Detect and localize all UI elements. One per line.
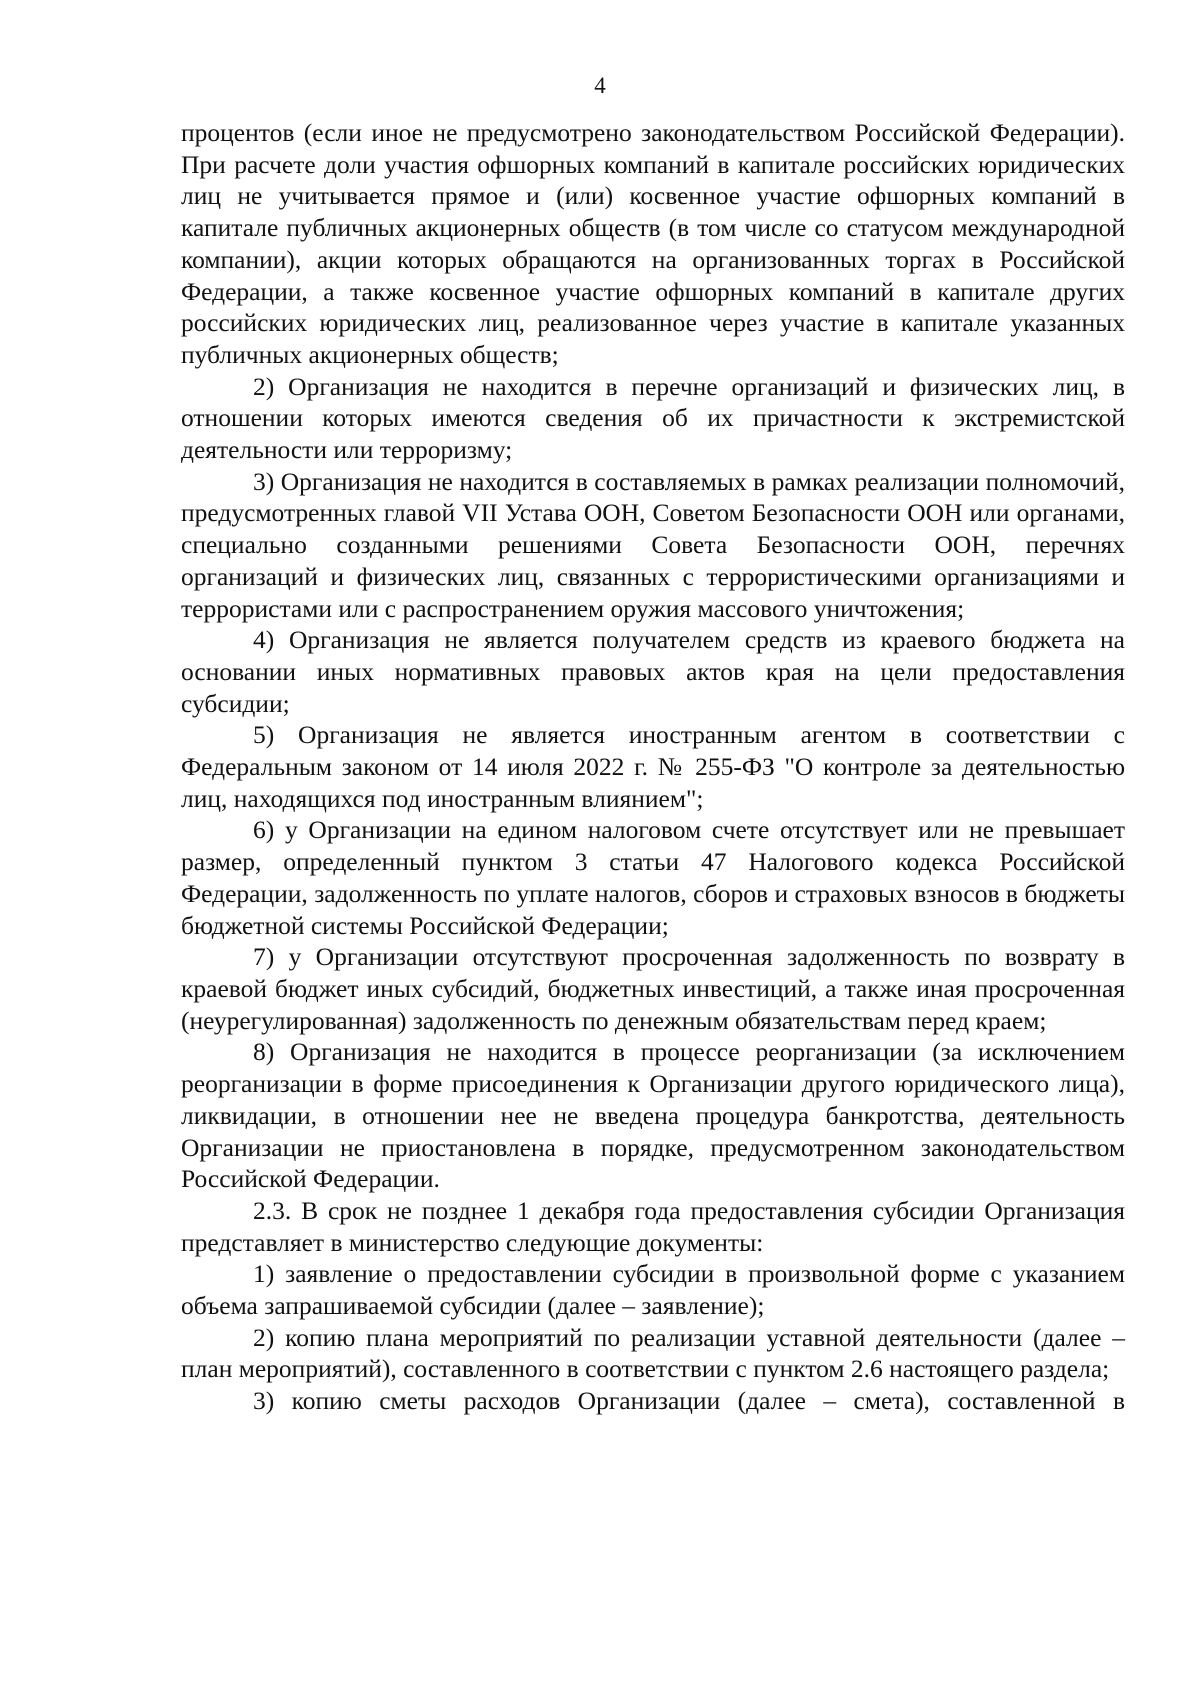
paragraph-item-6: 6) у Организации на едином налоговом счете отсутствует или не превышает размер, определенный пунктом 3 статьи 47 Налогового кодекса Российской Федерации, задолженность по уплате налогов, сборов и страховых взносов в бюджеты бюджетной системы Российской Федерации;: [181, 815, 1125, 940]
paragraph-item-3: 3) Организация не находится в составляемых в рамках реализации полномочий, предусмотренных главой VII Устава ООН, Советом Безопасности ООН или органами, специально созданными решениями Совета Безопасности ООН, перечнях организаций и физических лиц, связанных с террористическими организациями и террористами или с распространением оружия массового уничтожения;: [181, 466, 1125, 623]
page-number: 4: [594, 73, 606, 98]
paragraph-item-7: 7) у Организации отсутствуют просроченная задолженность по возврату в краевой бюджет иных субсидий, бюджетных инвестиций, а также иная просроченная (неурегулированная) задолженность по денежным обязательствам перед краем;: [181, 942, 1125, 1035]
document-body: [181, 117, 1125, 1417]
paragraph-continuation: процентов (если иное не предусмотрено законодательством Российской Федерации). При расчете доли участия офшорных компаний в капитале российских юридических лиц не учитывается прямое и (или) косвенное участие офшорных компаний в капитале публичных акционерных обществ (в том числе со статусом международной компании), акции которых обращаются на организованных торгах в Российской Федерации, а также косвенное участие офшорных компаний в капитале других российских юридических лиц, реализованное через участие в капитале указанных публичных акционерных обществ;: [181, 118, 1125, 369]
paragraph-item-5: 5) Организация не является иностранным агентом в соответствии с Федеральным законом от 14 июля 2022 г. № 255-ФЗ "О контроле за деятельностью лиц, находящихся под иностранным влиянием";: [181, 720, 1125, 813]
paragraph-item-2: 2) Организация не находится в перечне организаций и физических лиц, в отношении которых имеются сведения об их причастности к экстремистской деятельности или терроризму;: [181, 371, 1125, 465]
paragraph-doc-item-1: 1) заявление о предоставлении субсидии в произвольной форме с указанием объема запрашиваемой субсидии (далее – заявление);: [181, 1259, 1125, 1321]
paragraph-section-2-3: 2.3. В срок не позднее 1 декабря года предоставления субсидии Организация представляет в министерство следующие документы:: [181, 1195, 1125, 1257]
paragraph-doc-item-3: 3) копию сметы расходов Организации (далее – смета), составленной в: [253, 1386, 1125, 1416]
paragraph-doc-item-2: 2) копию плана мероприятий по реализации уставной деятельности (далее – план мероприятий), составленного в соответствии с пунктом 2.6 настоящего раздела;: [181, 1322, 1125, 1384]
paragraph-item-4: 4) Организация не является получателем средств из краевого бюджета на основании иных нормативных правовых актов края на цели предоставления субсидии;: [181, 625, 1125, 718]
paragraph-item-8: 8) Организация не находится в процессе реорганизации (за исключением реорганизации в форме присоединения к Организации другого юридического лица), ликвидации, в отношении нее не введена процедура банкротства, деятельность Организации не приостановлена в порядке, предусмотренном законодательством Российской Федерации.: [181, 1037, 1125, 1194]
